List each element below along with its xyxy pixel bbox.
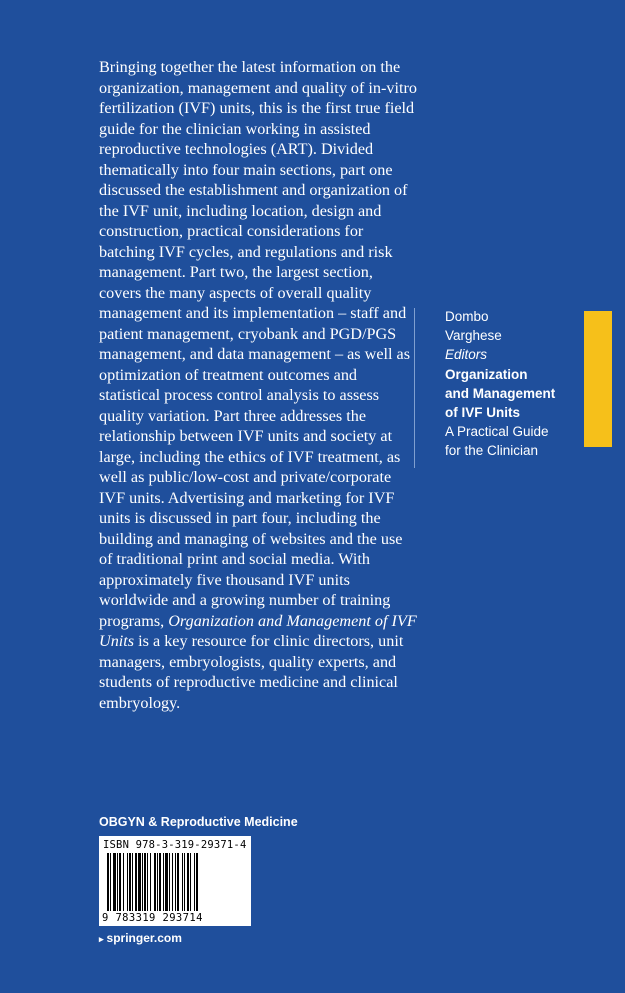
barcode-bar	[159, 853, 161, 911]
blurb-book-title: Organization and Management of IVF Units	[99, 611, 417, 650]
barcode-bar	[196, 853, 198, 911]
book-title-line: of IVF Units	[445, 405, 520, 421]
back-cover-blurb	[99, 57, 419, 713]
blurb-text-end: is a key resource for clinic directors, unit managers, embryologists, quality experts, and students of reproductive medicine and clinical embryology.	[99, 632, 404, 712]
editors-label: Editors	[445, 347, 488, 363]
book-title-line: Organization	[445, 366, 528, 382]
barcode-bar	[107, 853, 109, 911]
isbn-label: ISBN 978-3-319-29371-4	[103, 839, 247, 851]
barcode-bar	[142, 853, 143, 911]
barcode-bar	[172, 853, 173, 911]
publisher-url: springer.com	[106, 931, 182, 945]
barcode-bar	[182, 853, 183, 911]
editor-name: Dombo	[445, 309, 489, 324]
series-name: OBGYN & Reproductive Medicine	[99, 815, 298, 829]
barcode-number: 9 783319 293714	[102, 912, 203, 924]
vertical-divider	[414, 308, 415, 468]
editor-name: Varghese	[445, 328, 502, 344]
barcode-bar	[154, 853, 156, 911]
barcode-bars	[107, 853, 243, 911]
barcode-bar	[165, 853, 168, 911]
book-title-line: and Management	[445, 385, 556, 401]
barcode-bar	[113, 853, 116, 911]
isbn-barcode	[99, 836, 251, 926]
barcode-bar	[117, 853, 118, 911]
barcode-bar	[194, 853, 195, 911]
publisher-link[interactable]	[99, 931, 182, 945]
barcode-bar	[150, 853, 151, 911]
barcode-bar	[138, 853, 141, 911]
barcode-bar	[123, 853, 124, 911]
barcode-bar	[119, 853, 121, 911]
barcode-bar	[135, 853, 137, 911]
barcode-bar	[187, 853, 189, 911]
barcode-bar	[147, 853, 148, 911]
accent-bar	[584, 311, 612, 447]
barcode-bar	[190, 853, 191, 911]
spine-credits	[445, 307, 580, 461]
barcode-bar	[163, 853, 164, 911]
barcode-bar	[144, 853, 146, 911]
blurb-text: Bringing together the latest information on the organization, management and quality of in-vitro fertilization (IVF) units, this is the first true field guide for the clinician working in assisted reproductive technologies (ART). Divided thematically into four main sections, part one discussed the establishment and organization of the IVF unit, including location, design and construction, practical considerations for batching IVF cycles, and regulations and risk management. Part two, the largest section, covers the many aspects of overall quality management and its implementation – staff and patient management, cryobank and PGD/PGS management, and data management – as well as optimization of treatment outcomes and statistical process control analysis to assess quality variation. Part three addresses the relationship between IVF units and society at large, including the ethics of IVF treatment, as well as public/low-cost and private/corporate IVF units. Advertising and marketing for IVF units is discussed in part four, including the building and managing of websites and the use of traditional print and social media. With approximately five thousand IVF units worldwide and a growing number of training programs,	[99, 58, 417, 630]
book-subtitle-line: for the Clinician	[445, 443, 539, 459]
barcode-bar	[184, 853, 185, 911]
barcode-bar	[177, 853, 179, 911]
barcode-bar	[110, 853, 111, 911]
arrow-icon: ▸	[99, 934, 104, 944]
barcode-bar	[127, 853, 128, 911]
barcode-bar	[129, 853, 131, 911]
barcode-bar	[169, 853, 170, 911]
barcode-bar	[175, 853, 176, 911]
barcode-bar	[157, 853, 158, 911]
barcode-bar	[132, 853, 133, 911]
book-subtitle-line: A Practical Guide	[445, 424, 549, 440]
